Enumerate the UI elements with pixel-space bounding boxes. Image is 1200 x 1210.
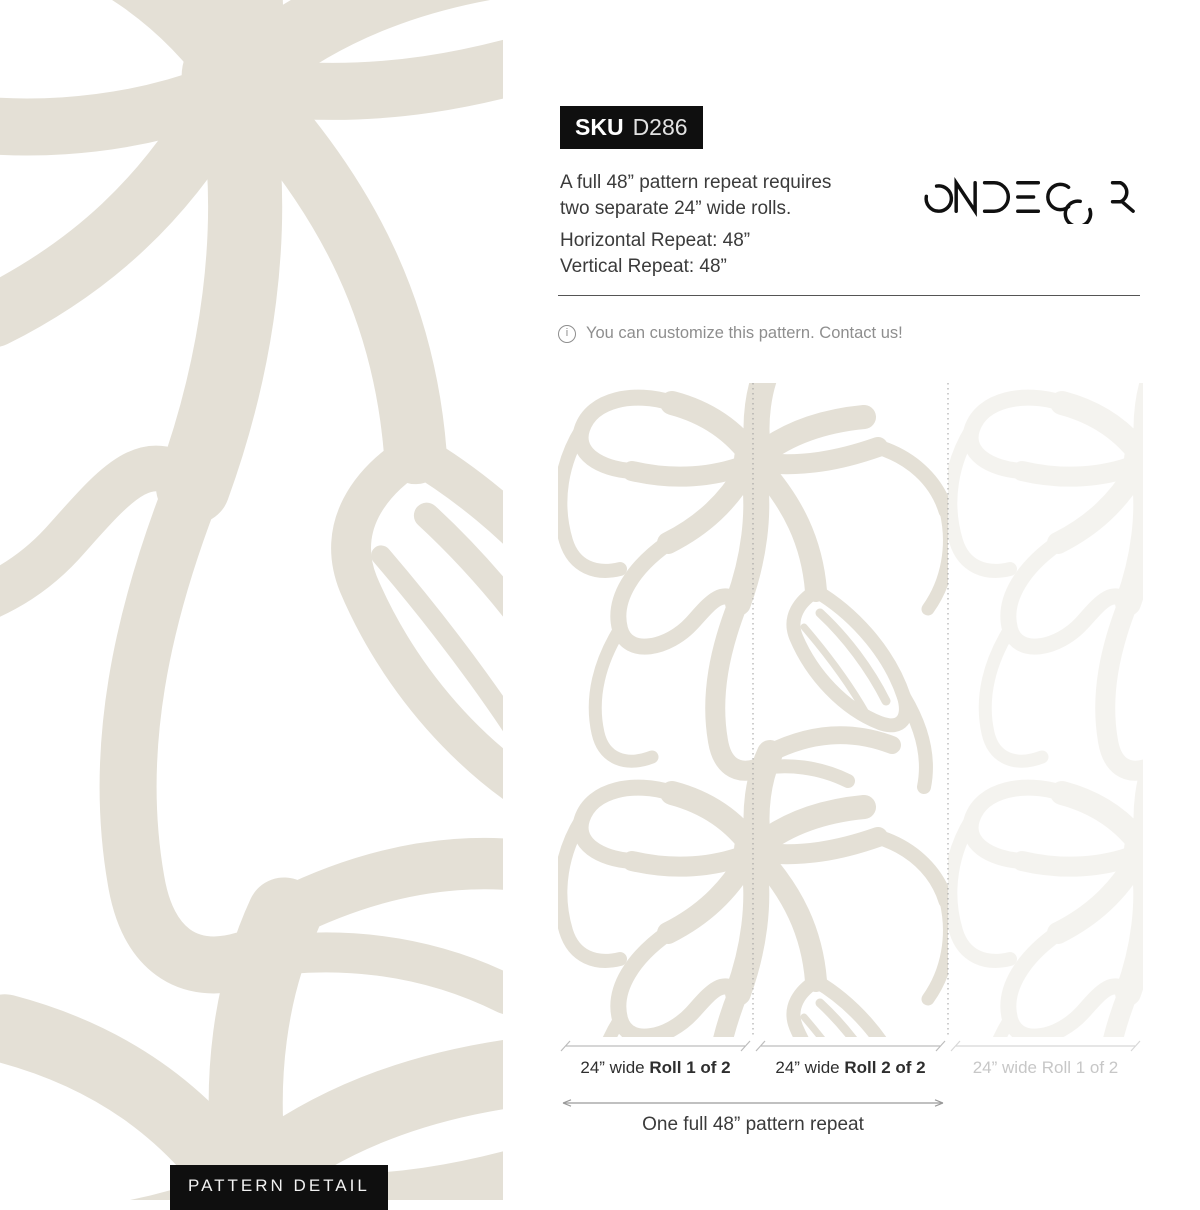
roll-2-label — [753, 1058, 948, 1078]
width-measures — [558, 1038, 1143, 1054]
roll-2-width: 24” wide — [775, 1058, 840, 1077]
pattern-detail-swatch — [0, 0, 503, 1200]
roll-3-number: Roll 1 of 2 — [1041, 1058, 1119, 1077]
roll-labels — [558, 1058, 1143, 1078]
customize-notice-text: You can customize this pattern. Contact us! — [586, 324, 903, 342]
sku-value: D286 — [632, 114, 688, 140]
section-divider — [558, 295, 1140, 296]
sku-badge — [560, 106, 703, 149]
full-repeat-label: One full 48” pattern repeat — [642, 1114, 864, 1135]
repeat-description — [560, 170, 831, 222]
roll-1-number: Roll 1 of 2 — [649, 1058, 731, 1077]
description-line-1: A full 48” pattern repeat requires — [560, 172, 832, 193]
roll-1-and-2-pattern — [560, 383, 949, 1037]
info-icon: i — [558, 325, 576, 343]
vertical-repeat: Vertical Repeat: 48” — [560, 256, 727, 277]
pattern-detail-label: PATTERN DETAIL — [188, 1176, 370, 1195]
customize-notice — [558, 324, 903, 343]
roll-3-label — [948, 1058, 1143, 1078]
roll-3-faded-pattern — [950, 383, 1143, 1037]
description-line-2: two separate 24” wide rolls. — [560, 198, 792, 219]
brand-logo — [923, 170, 1141, 224]
roll-diagram — [558, 383, 1143, 1037]
measure-line-roll-1 — [558, 1038, 753, 1054]
full-repeat-arrow — [558, 1096, 948, 1110]
roll-3-width: 24” wide — [972, 1058, 1037, 1077]
measure-line-roll-2 — [753, 1038, 948, 1054]
roll-2-number: Roll 2 of 2 — [844, 1058, 926, 1077]
measure-line-roll-3 — [948, 1038, 1143, 1054]
pattern-detail-badge — [170, 1165, 388, 1210]
roll-1-label — [558, 1058, 753, 1078]
sku-label: SKU — [575, 114, 624, 140]
roll-1-width: 24” wide — [580, 1058, 645, 1077]
horizontal-repeat: Horizontal Repeat: 48” — [560, 230, 751, 251]
repeat-dimensions — [560, 228, 750, 280]
